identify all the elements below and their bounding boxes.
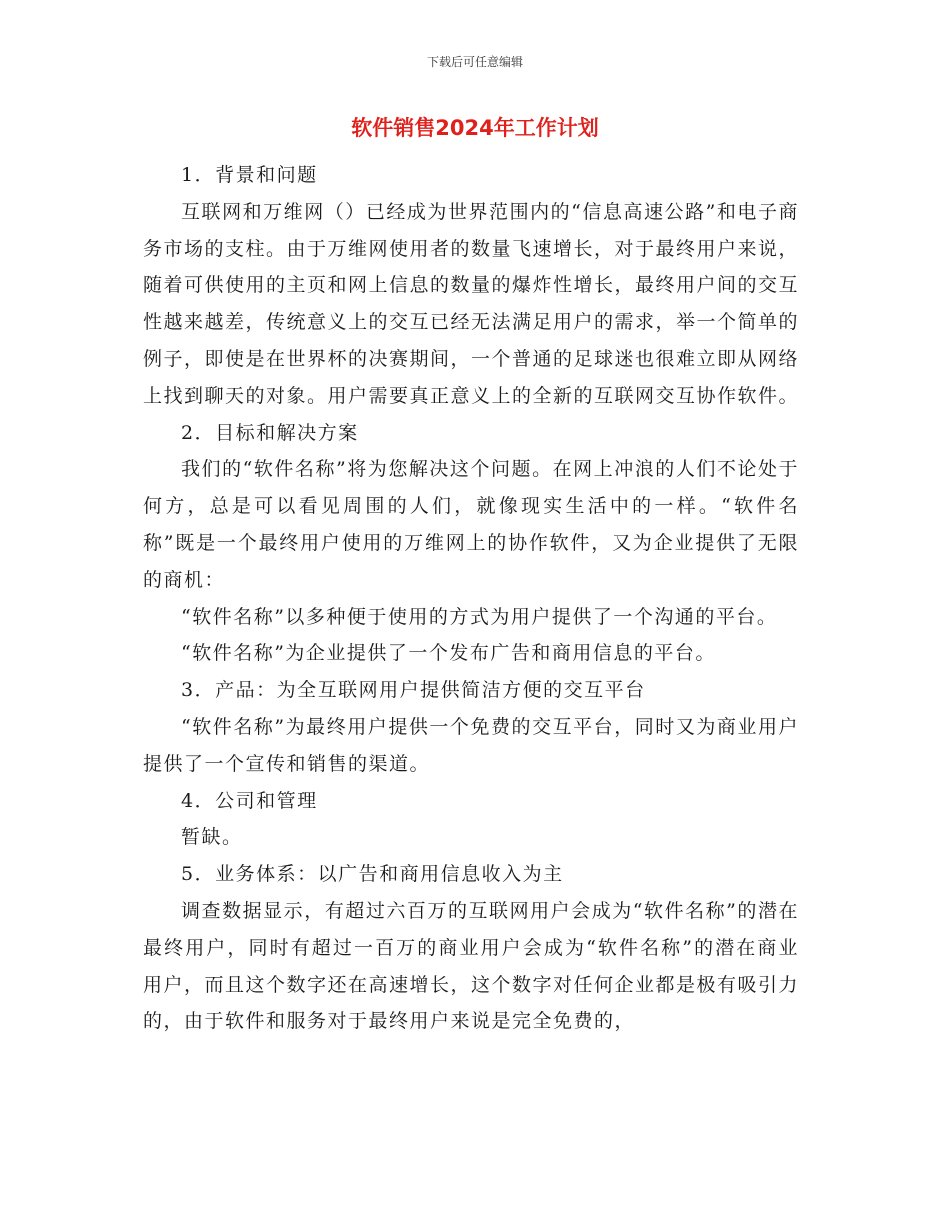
paragraph-platform-business: “软件名称”为企业提供了一个发布广告和商用信息的平台。 — [181, 642, 716, 665]
paragraph-background: 互联网和万维网（）已经成为世界范围内的“信息高速公路”和电子商务市场的支柱。由于万维网使用者的数量飞速增长，对于最终用户来说，随着可供使用的主页和网上信息的数量的爆炸性增长，最终用户间的交互性越来越差，传统意义上的交互已经无法满足用户的需求，举一个简单的例子，即使是在世界杯的决赛期间，一个普通的足球迷也很难立即从网络上找到聊天的对象。用户需要真正意义上的全新的互联网交互协作软件。 — [143, 200, 800, 407]
document-title: 软件销售2024年工作计划 — [351, 116, 599, 140]
paragraph-business-model: 调查数据显示，有超过六百万的互联网用户会成为“软件名称”的潜在最终用户，同时有超过一百万的商业用户会成为“软件名称”的潜在商业用户，而且这个数字还在高速增长，这个数字对任何企业都是极有吸引力的，由于软件和服务对于最终用户来说是完全免费的， — [143, 899, 800, 1033]
paragraph-company: 暂缺。 — [181, 826, 243, 849]
paragraph-product: “软件名称”为最终用户提供一个免费的交互平台，同时又为商业用户提供了一个宣传和销售的渠道。 — [143, 715, 799, 775]
document-body — [143, 157, 799, 1040]
section-heading-company: 4．公司和管理 — [181, 789, 318, 812]
section-heading-business-model: 5．业务体系：以广告和商用信息收入为主 — [181, 863, 564, 886]
section-heading-background: 1．背景和问题 — [181, 164, 318, 186]
section-heading-goals: 2．目标和解决方案 — [181, 421, 359, 444]
header-note: 下载后可任意编辑 — [426, 55, 523, 69]
paragraph-platform-users: “软件名称”以多种便于使用的方式为用户提供了一个沟通的平台。 — [181, 605, 778, 628]
paragraph-goals: 我们的“软件名称”将为您解决这个问题。在网上冲浪的人们不论处于何方，总是可以看见周围的人们，就像现实生活中的一样。“软件名称”既是一个最终用户使用的万维网上的协作软件，又为企业提供了无限的商机： — [143, 458, 799, 591]
section-heading-product: 3．产品：为全互联网用户提供简洁方便的交互平台 — [181, 679, 646, 702]
